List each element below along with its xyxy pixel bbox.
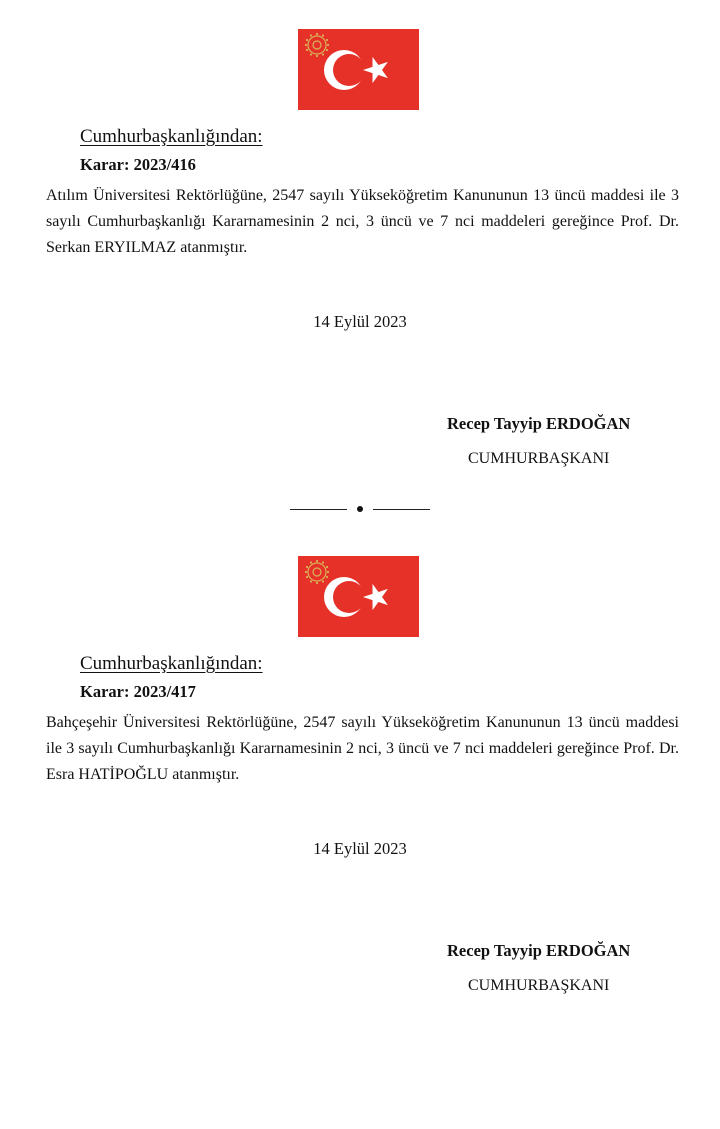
decree-body: Atılım Üniversitesi Rektörlüğüne, 2547 sayılı Yükseköğretim Kanununun 13 üncü maddesi ile 3 sayılı Cumhurbaşkanlığı Kararnamesinin 2 nci, 3 üncü ve 7 nci maddeleri gereğince Prof. Dr. Serkan ERYILMAZ atanmıştır. (46, 187, 679, 256)
decree-date: 14 Eylül 2023 (313, 839, 407, 858)
decree-1 (0, 29, 720, 549)
flag-icon (298, 29, 419, 110)
separator-dot (357, 506, 363, 512)
decree-date: 14 Eylül 2023 (313, 312, 407, 331)
decree-body: Bahçeşehir Üniversitesi Rektörlüğüne, 2547 sayılı Yükseköğretim Kanununun 13 üncü maddesi ile 3 sayılı Cumhurbaşkanlığı Kararnamesinin 2 nci, 3 üncü ve 7 nci maddeleri gereğince Prof. Dr. Esra HATİPOĞLU atanmıştır. (46, 714, 679, 783)
signer-name: Recep Tayyip ERDOĞAN (447, 941, 631, 960)
signer-title: CUMHURBAŞKANI (468, 450, 610, 467)
turkish-flag-emblem (298, 556, 419, 637)
decision-number: Karar: 2023/416 (80, 155, 196, 174)
section-separator (290, 498, 430, 518)
flag-icon (298, 556, 419, 637)
separator-line-right (373, 509, 430, 510)
signer-title: CUMHURBAŞKANI (468, 977, 610, 994)
signer-name: Recep Tayyip ERDOĞAN (447, 414, 631, 433)
separator-line-left (290, 509, 347, 510)
turkish-flag-emblem (298, 29, 419, 110)
decision-number: Karar: 2023/417 (80, 682, 196, 701)
heading: Cumhurbaşkanlığından: (80, 126, 263, 147)
heading: Cumhurbaşkanlığından: (80, 653, 263, 674)
decree-2 (0, 556, 720, 1076)
